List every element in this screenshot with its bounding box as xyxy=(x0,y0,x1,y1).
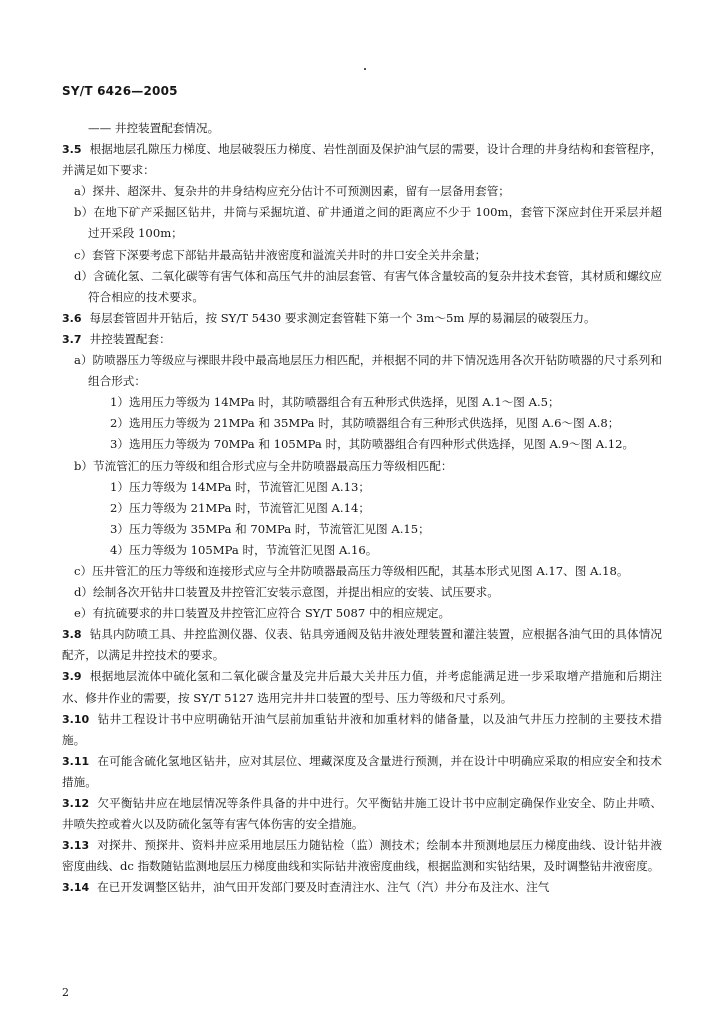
paragraph-text: —— 井控装置配套情况。 xyxy=(88,121,220,135)
paragraph-text: a）防喷器压力等级应与裸眼井段中最高地层压力相匹配，并根据不同的井下情况选用各次开钻防喷器的尺寸系列和组合形式： xyxy=(74,353,662,389)
clause-3-8 xyxy=(62,624,662,666)
paragraph-item xyxy=(62,498,662,519)
clause-3-10 xyxy=(62,709,662,751)
paragraph-text: 1）选用压力等级为 14MPa 时，其防喷器组合有五种形式供选择，见图 A.1～图 A.5； xyxy=(110,395,560,410)
paragraph-text: a）探井、超深井、复杂井的井身结构应充分估计不可预测因素，留有一层备用套管； xyxy=(74,184,510,199)
clause-number: 3.13 xyxy=(62,839,90,853)
clause-number: 3.14 xyxy=(62,881,90,895)
clause-number: 3.10 xyxy=(62,712,90,726)
paragraph-text: 井控装置配套： xyxy=(89,331,171,346)
document-code-header: SY/T 6426—2005 xyxy=(62,84,178,98)
paragraph-text: 钻井工程设计书中应明确钻开油气层前加重钻井液和加重材料的储备量，以及油气井压力控制的主要技术措施。 xyxy=(62,711,662,747)
clause-3-9 xyxy=(62,666,662,708)
paragraph-text: b）节流管汇的压力等级和组合形式应与全井防喷器最高压力等级相匹配： xyxy=(74,458,453,473)
paragraph-text: 对探井、预探井、资料井应采用地层压力随钻检（监）测技术；绘制本井预测地层压力梯度曲线、设计钻井液密度曲线、dc 指数随钻监测地层压力梯度曲线和实际钻井液密度曲线，根据监测和实钻结果，及时调整钻井液密度。 xyxy=(62,838,662,874)
clause-number: 3.9 xyxy=(62,670,82,684)
paragraph-text: 根据地层流体中硫化氢和二氧化碳含量及完井后最大关井压力值，并考虑能满足进一步采取增产措施和后期注水、修井作业的需要，按 SY/T 5127 选用完井井口装置的型号、压力等级和尺寸系列。 xyxy=(62,669,662,705)
paragraph-item xyxy=(62,266,662,308)
paragraph-item xyxy=(62,456,662,477)
clause-3-12 xyxy=(62,793,662,835)
clause-3-14 xyxy=(62,877,662,898)
paragraph-text: 2）选用压力等级为 21MPa 和 35MPa 时，其防喷器组合有三种形式供选择，见图 A.6～图 A.8； xyxy=(110,416,620,431)
paragraph-text: d）含硫化氢、二氧化碳等有害气体和高压气井的油层套管、有害气体含量较高的复杂井技术套管，其材质和螺纹应符合相应的技术要求。 xyxy=(74,268,662,304)
paragraph-text: 1）压力等级为 14MPa 时，节流管汇见图 A.13； xyxy=(110,479,370,494)
clause-3-7 xyxy=(62,329,662,350)
clause-number: 3.6 xyxy=(62,311,82,325)
paragraph-text: 2）压力等级为 21MPa 时，节流管汇见图 A.14； xyxy=(110,500,370,515)
paragraph-text: 3）压力等级为 35MPa 和 70MPa 时，节流管汇见图 A.15； xyxy=(110,521,430,536)
paragraph-item xyxy=(62,350,662,392)
paragraph-text: e）有抗硫要求的井口装置及井控管汇应符合 SY/T 5087 中的相应规定。 xyxy=(74,606,451,621)
paragraph-text: 钻具内防喷工具、井控监测仪器、仪表、钻具旁通阀及钻井液处理装置和灌注装置，应根据各油气田的具体情况配齐，以满足井控技术的要求。 xyxy=(62,627,662,663)
paragraph-text: 在可能含硫化氢地区钻井，应对其层位、埋藏深度及含量进行预测，并在设计中明确应采取的相应安全和技术措施。 xyxy=(62,753,662,789)
paragraph-text: 欠平衡钻井应在地层情况等条件具备的井中进行。欠平衡钻井施工设计书中应制定确保作业安全、防止井喷、井喷失控或着火以及防硫化氢等有害气体伤害的安全措施。 xyxy=(62,796,662,832)
clause-number: 3.7 xyxy=(62,332,82,346)
clause-number: 3.12 xyxy=(62,797,90,810)
clause-number: 3.11 xyxy=(62,754,90,768)
paragraph-item xyxy=(62,181,662,202)
paragraph-item xyxy=(62,118,662,139)
paragraph-item xyxy=(62,434,662,455)
clause-3-5 xyxy=(62,139,662,181)
clause-3-13 xyxy=(62,835,662,877)
clause-3-11 xyxy=(62,751,662,793)
paragraph-item xyxy=(62,561,662,582)
paragraph-text: c）套管下深要考虑下部钻井最高钻井液密度和溢流关井时的井口安全关井余量； xyxy=(74,247,487,262)
paragraph-text: d）绘制各次开钻井口装置及井控管汇安装示意图，并提出相应的安装、试压要求。 xyxy=(74,585,499,600)
paragraph-text: c）压井管汇的压力等级和连接形式应与全井防喷器最高压力等级相匹配，其基本形式见图 A.17、图 A.18。 xyxy=(74,563,629,578)
clause-number: 3.5 xyxy=(62,143,82,157)
paragraph-item xyxy=(62,519,662,540)
paragraph-item xyxy=(62,392,662,413)
clause-3-6 xyxy=(62,308,662,329)
paragraph-text: 每层套管固井开钻后，按 SY/T 5430 要求测定套管鞋下第一个 3m～5m 厚的易漏层的破裂压力。 xyxy=(89,310,596,325)
document-body xyxy=(62,118,662,898)
paragraph-text: 3）选用压力等级为 70MPa 和 105MPa 时，其防喷器组合有四种形式供选择，见图 A.9～图 A.12。 xyxy=(110,437,635,452)
scan-dot xyxy=(364,68,366,70)
paragraph-item xyxy=(62,413,662,434)
paragraph-item xyxy=(62,202,662,244)
paragraph-text: 根据地层孔隙压力梯度、地层破裂压力梯度、岩性剖面及保护油气层的需要，设计合理的井身结构和套管程序，并满足如下要求： xyxy=(62,142,662,178)
clause-number: 3.8 xyxy=(62,628,82,642)
paragraph-text: 4）压力等级为 105MPa 时，节流管汇见图 A.16。 xyxy=(110,542,378,557)
paragraph-item xyxy=(62,603,662,624)
paragraph-item xyxy=(62,540,662,561)
paragraph-item xyxy=(62,245,662,266)
paragraph-item xyxy=(62,477,662,498)
paragraph-text: 在已开发调整区钻井，油气田开发部门要及时查清注水、注气（汽）井分布及注水、注气 xyxy=(97,880,550,895)
paragraph-text: b）在地下矿产采掘区钻井，井筒与采掘坑道、矿井通道之间的距离应不少于 100m，套管下深应封住开采层并超过开采段 100m； xyxy=(74,205,662,241)
page-number: 2 xyxy=(62,986,69,999)
paragraph-item xyxy=(62,582,662,603)
